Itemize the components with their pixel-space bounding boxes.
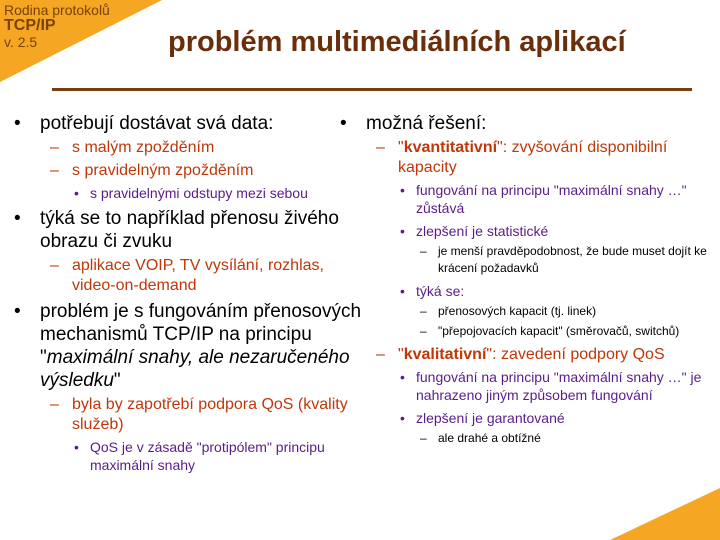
list-item-text: potřebují dostávat svá data: bbox=[40, 113, 274, 134]
list-item bbox=[40, 256, 364, 296]
bullet: • bbox=[14, 113, 21, 134]
bullet: • bbox=[74, 439, 79, 455]
corner-decoration-bottom-right bbox=[610, 488, 720, 540]
list-item-text: týká se to například přenosu živého obrazu či zvuku bbox=[40, 208, 339, 252]
list-item-text: aplikace VOIP, TV vysílání, rozhlas, video-on-demand bbox=[72, 257, 324, 294]
text-part: " bbox=[113, 370, 121, 391]
list-item-text: přenosových kapacit (tj. linek) bbox=[438, 304, 597, 318]
text-part: ": zvyšování disponibilní kapacity bbox=[398, 139, 668, 176]
list-item-text: s malým zpožděním bbox=[72, 139, 215, 156]
list-item bbox=[40, 395, 364, 474]
text-part: " bbox=[398, 346, 404, 363]
header-line-3: v. 2.5 bbox=[4, 34, 38, 50]
list-item-text: QoS je v zásadě "protipólem" principu maximální snahy bbox=[90, 439, 325, 473]
list-item-text bbox=[40, 301, 361, 391]
list-item bbox=[398, 282, 708, 340]
bullet: – bbox=[50, 257, 59, 274]
list-item-text bbox=[398, 139, 667, 176]
list-item-text: fungování na principu "maximální snahy …" je nahrazeno jiným způsobem fungování bbox=[416, 369, 702, 403]
bullet: • bbox=[400, 283, 405, 299]
bullet: – bbox=[50, 139, 59, 156]
emphasis-text: maximální snahy, ale nezaručeného výsledku bbox=[40, 347, 350, 391]
bullet: – bbox=[50, 396, 59, 413]
list-item bbox=[398, 368, 708, 404]
bullet: – bbox=[420, 244, 427, 258]
list-item bbox=[416, 323, 708, 340]
text-part: problém je s fungováním přenosových mechanismů TCP/IP na principu " bbox=[40, 301, 362, 368]
list-item bbox=[14, 112, 364, 202]
list-item bbox=[14, 300, 364, 474]
list-item bbox=[72, 184, 364, 202]
bullet: • bbox=[400, 223, 405, 239]
list-item-text: ale drahé a obtížné bbox=[438, 431, 541, 445]
list-item-text: fungování na principu "maximální snahy …" zůstává bbox=[416, 182, 687, 216]
list-item-text: zlepšení je garantované bbox=[416, 410, 565, 426]
text-part: " bbox=[398, 139, 404, 156]
header-block bbox=[4, 2, 110, 50]
list-item bbox=[14, 207, 364, 296]
bullet: • bbox=[14, 208, 21, 229]
bullet: • bbox=[400, 369, 405, 385]
list-item bbox=[398, 181, 708, 217]
list-item bbox=[340, 112, 708, 447]
list-item-text: týká se: bbox=[416, 283, 465, 299]
bullet: – bbox=[376, 139, 385, 156]
list-item bbox=[416, 303, 708, 320]
bullet: • bbox=[74, 185, 79, 201]
slide-title: problém multimediálních aplikací bbox=[168, 26, 626, 58]
list-item-text: možná řešení: bbox=[366, 113, 487, 134]
title-divider bbox=[52, 88, 692, 91]
list-item-text: s pravidelným zpožděním bbox=[72, 162, 254, 179]
bullet: – bbox=[420, 304, 427, 318]
text-part: ": zavedení podpory QoS bbox=[486, 346, 665, 363]
list-item bbox=[398, 222, 708, 277]
header-line-1: Rodina protokolů bbox=[4, 2, 110, 18]
highlight-text: kvalitativní bbox=[403, 346, 487, 363]
list-item-text: je menší pravděpodobnost, že bude muset dojít ke krácení požadavků bbox=[438, 244, 707, 275]
left-column bbox=[14, 112, 364, 479]
list-item bbox=[72, 438, 364, 474]
list-item bbox=[416, 430, 708, 447]
bullet: – bbox=[50, 162, 59, 179]
list-item bbox=[398, 409, 708, 447]
header-line-2: TCP/IP bbox=[4, 17, 56, 34]
bullet: – bbox=[420, 324, 427, 338]
right-column bbox=[340, 112, 708, 452]
bullet: • bbox=[14, 301, 21, 322]
bullet: – bbox=[376, 346, 385, 363]
bullet: • bbox=[340, 113, 347, 134]
list-item bbox=[40, 138, 364, 158]
list-item bbox=[366, 138, 708, 340]
list-item bbox=[366, 345, 708, 447]
list-item bbox=[416, 243, 708, 277]
list-item-text: zlepšení je statistické bbox=[416, 223, 549, 239]
list-item-text bbox=[398, 346, 665, 363]
list-item bbox=[40, 161, 364, 202]
bullet: • bbox=[400, 410, 405, 426]
bullet: – bbox=[420, 431, 427, 445]
highlight-text: kvantitativní bbox=[403, 139, 498, 156]
list-item-text: s pravidelnými odstupy mezi sebou bbox=[90, 185, 308, 201]
bullet: • bbox=[400, 182, 405, 198]
list-item-text: byla by zapotřebí podpora QoS (kvality služeb) bbox=[72, 396, 348, 433]
list-item-text: "přepojovacích kapacit" (směrovačů, switchů) bbox=[438, 324, 680, 338]
